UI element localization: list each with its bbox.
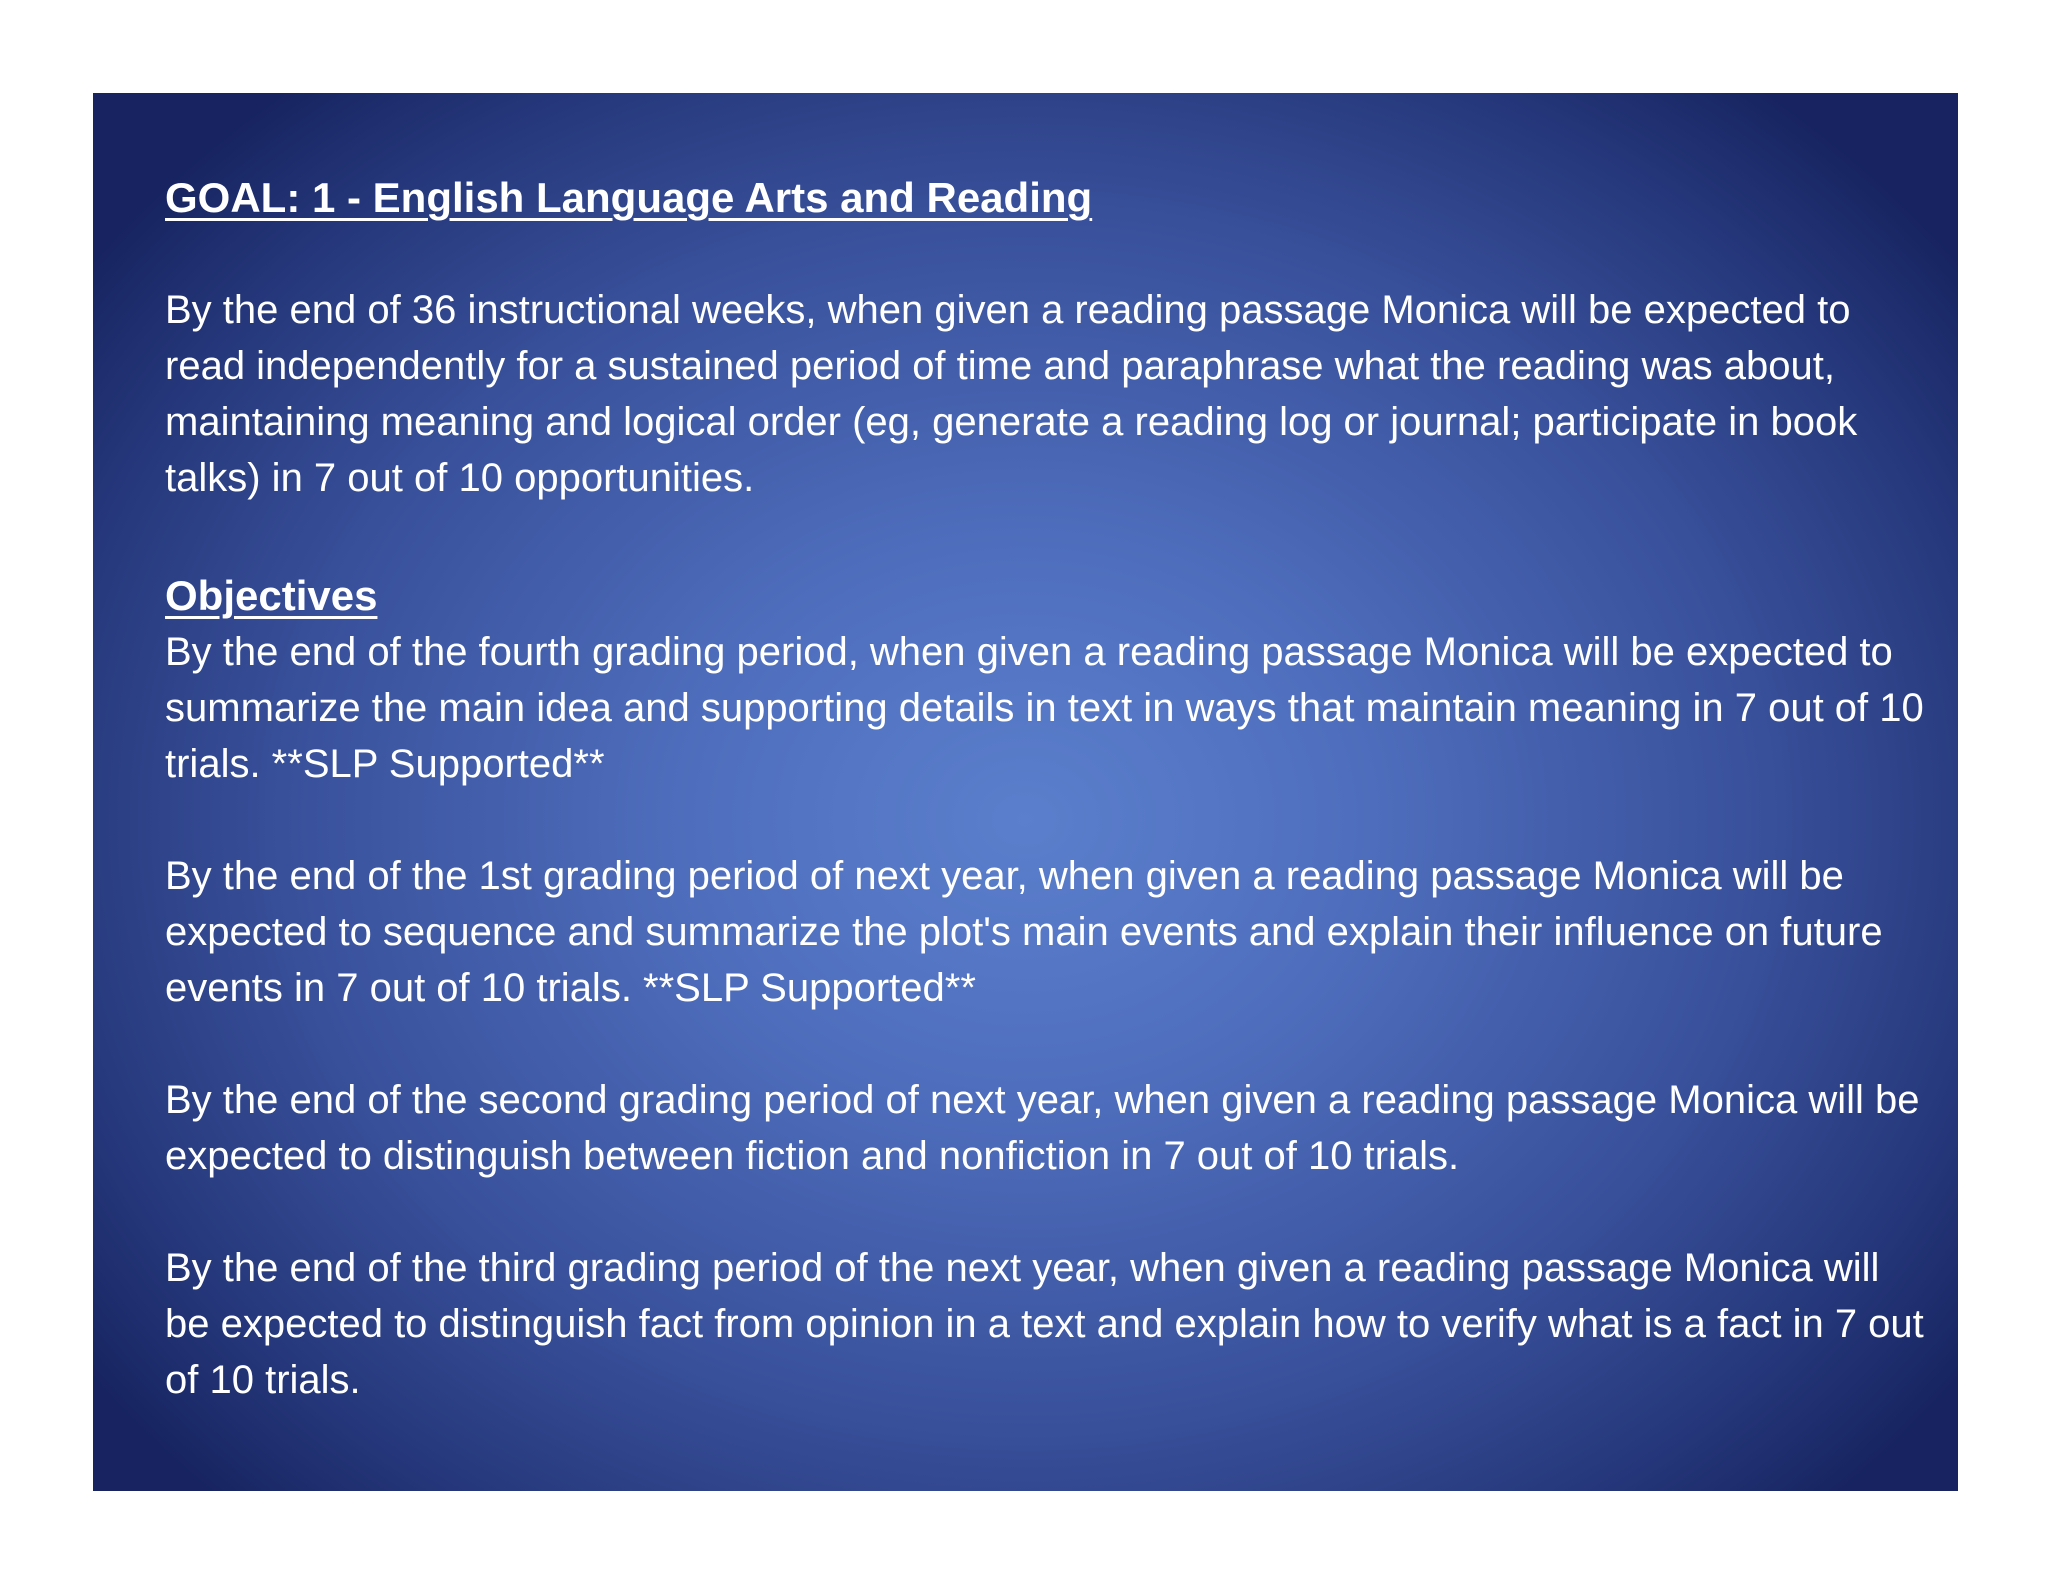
objective-item: By the end of the fourth grading period, when given a reading passage Monica will be expected to summarize the main idea and supporting details in text in ways that maintain meaning in 7 out of 10 trials. **SLP Supported** xyxy=(165,630,1924,786)
objectives-heading: Objectives xyxy=(165,572,378,619)
slide-panel xyxy=(93,93,1958,1491)
objective-item: By the end of the second grading period of next year, when given a reading passage Monica will be expected to distinguish between fiction and nonfiction in 7 out of 10 trials. xyxy=(165,1078,1920,1178)
objective-item: By the end of the 1st grading period of next year, when given a reading passage Monica will be expected to sequence and summarize the plot's main events and explain their influence on future events in 7 out of 10 trials. **SLP Supported** xyxy=(165,854,1883,1010)
objectives-list xyxy=(165,624,1958,1408)
goal-description: By the end of 36 instructional weeks, when given a reading passage Monica will be expected to read independently for a sustained period of time and paraphrase what the reading was about, maintaining meaning and logical order (eg, generate a reading log or journal; participate in book talks) in 7 out of 10 opportunities. xyxy=(165,288,1858,500)
goal-title: GOAL: 1 - English Language Arts and Reading xyxy=(165,174,1093,221)
objective-item: By the end of the third grading period of the next year, when given a reading passage Monica will be expected to distinguish fact from opinion in a text and explain how to verify what is a fact in 7 out of 10 trials. xyxy=(165,1246,1924,1402)
